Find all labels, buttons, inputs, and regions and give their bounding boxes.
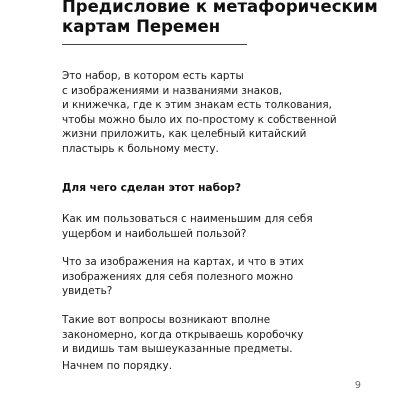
paragraph-start (62, 359, 172, 374)
paragraph-line: Такие вот вопросы возникают вполне (62, 314, 271, 326)
intro-line-1: Это набор, в котором есть карты (62, 70, 244, 82)
paragraph-line: Начнем по порядку. (62, 360, 173, 372)
paragraph-line: и видишь там вышеуказанные предметы. (62, 343, 293, 355)
paragraph-line: закономерно, когда открываешь коробочку (62, 328, 304, 341)
intro-line-3: и книжечка, где к этим знакам есть толкования, (62, 99, 332, 111)
title-underline (62, 44, 247, 45)
paragraph-line: Как им пользоваться с наименьшим для себя (62, 213, 313, 225)
paragraph-line: изображениях для себя полезного можно (62, 270, 294, 283)
intro-line-4: чтобы можно было их по-простому к собственной (62, 113, 337, 126)
page-number: 9 (354, 380, 361, 391)
intro-line-2: с изображениями и названиями знаков, (62, 84, 283, 97)
paragraph-how-to-use (62, 212, 313, 241)
intro-paragraph (62, 69, 337, 156)
paragraph-questions (62, 313, 303, 357)
section-heading: Для чего сделан этот набор? (62, 182, 241, 194)
page-title (62, 0, 382, 37)
paragraph-line: ущербом и наибольшей пользой? (62, 227, 247, 240)
title-line-1: Предисловие к метафорическим (62, 0, 378, 16)
paragraph-line: увидеть? (62, 285, 113, 297)
paragraph-images (62, 255, 304, 299)
intro-line-5: жизни приложить, как целебный китайский (62, 128, 307, 140)
paragraph-line: Что за изображения на картах, и что в этих (62, 256, 304, 268)
intro-line-6: пластырь к больному месту. (62, 142, 219, 155)
title-line-2: картам Перемен (62, 17, 221, 36)
